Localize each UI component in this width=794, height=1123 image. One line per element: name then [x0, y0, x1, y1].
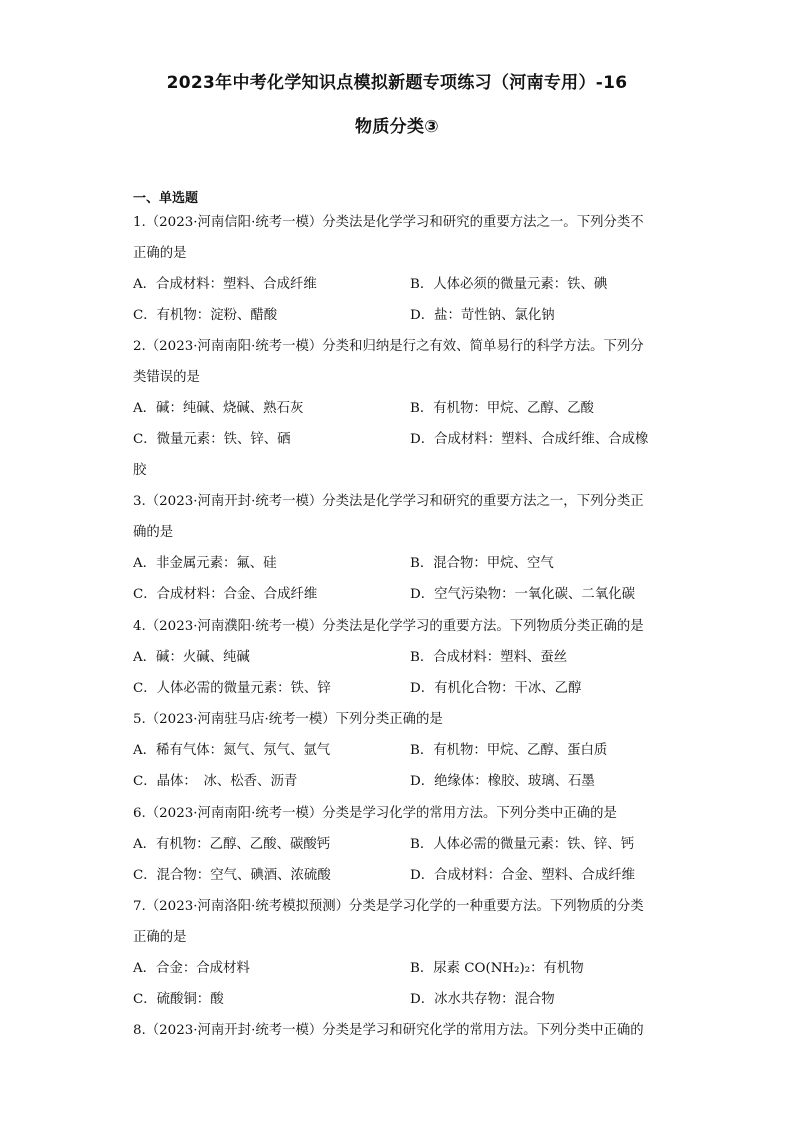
question-4-stem-line1: 4.（2023·河南濮阳·统考一模）分类法是化学学习的重要方法。下列物质分类正确的是	[133, 619, 644, 634]
question-1-option-d: D．盐：苛性钠、氯化钠	[410, 308, 555, 323]
question-1-stem-line2: 正确的是	[133, 246, 187, 261]
question-6-option-a: A．有机物：乙醇、乙酸、碳酸钙	[133, 837, 331, 852]
question-2-option-d: D．合成材料：塑料、合成纤维、合成橡	[410, 432, 649, 447]
question-7-stem-line1: 7.（2023·河南洛阳·统考模拟预测）分类是学习化学的一种重要方法。下列物质的分类	[133, 899, 644, 914]
question-2-stem-line1: 2.（2023·河南南阳·统考一模）分类和归纳是行之有效、简单易行的科学方法。下列分	[133, 339, 644, 354]
question-6-option-b: B．人体必需的微量元素：铁、锌、钙	[410, 837, 635, 852]
question-4-option-b: B．合成材料：塑料、蚕丝	[410, 650, 568, 665]
question-5-option-d: D．绝缘体：橡胶、玻璃、石墨	[410, 774, 595, 789]
question-4-option-d: D．有机化合物：干冰、乙醇	[410, 681, 582, 696]
question-5-option-a: A．稀有气体：氮气、氖气、氩气	[133, 743, 331, 758]
question-7-stem-line2: 正确的是	[133, 930, 187, 945]
question-1-stem-line1: 1.（2023·河南信阳·统考一模）分类法是化学学习和研究的重要方法之一。下列分类不	[133, 215, 644, 230]
question-8-stem-line1: 8.（2023·河南开封·统考一模）分类是学习和研究化学的常用方法。下列分类中正确的	[133, 1023, 644, 1038]
question-2-option-c: C．微量元素：铁、锌、硒	[133, 432, 291, 447]
question-3-option-d: D．空气污染物：一氧化碳、二氧化碳	[410, 587, 635, 602]
section-heading: 一、单选题	[133, 191, 199, 206]
question-2-option-d-wrap: 胶	[133, 463, 147, 478]
question-1-option-b: B．人体必须的微量元素：铁、碘	[410, 277, 608, 292]
question-3-stem-line2: 确的是	[133, 525, 174, 540]
question-1-option-c: C．有机物：淀粉、醋酸	[133, 308, 278, 323]
question-3-option-c: C．合成材料：合金、合成纤维	[133, 587, 318, 602]
question-3-stem-line1: 3.（2023·河南开封·统考一模）分类法是化学学习和研究的重要方法之一，下列分类正	[133, 494, 644, 509]
question-6-option-d: D．合成材料：合金、塑料、合成纤维	[410, 868, 635, 883]
question-7-option-c: C．硫酸铜：酸	[133, 992, 224, 1007]
question-2-option-a: A．碱：纯碱、烧碱、熟石灰	[133, 401, 304, 416]
document-title-line1: 2023年中考化学知识点模拟新题专项练习（河南专用）-16	[166, 73, 628, 93]
question-2-stem-line2: 类错误的是	[133, 370, 200, 385]
document-title-line2: 物质分类③	[355, 117, 439, 137]
question-7-option-a: A．合金：合成材料	[133, 961, 250, 976]
question-7-option-b: B．尿素 CO(NH₂)₂：有机物	[410, 961, 584, 976]
question-1-option-a: A．合成材料：塑料、合成纤维	[133, 277, 317, 292]
question-6-stem-line1: 6.（2023·河南南阳·统考一模）分类是学习化学的常用方法。下列分类中正确的是	[133, 806, 617, 821]
question-5-option-b: B．有机物：甲烷、乙醇、蛋白质	[410, 743, 608, 758]
question-4-option-a: A．碱：火碱、纯碱	[133, 650, 250, 665]
question-6-option-c: C．混合物：空气、碘酒、浓硫酸	[133, 868, 331, 883]
question-7-option-d: D．冰水共存物：混合物	[410, 992, 555, 1007]
question-5-option-c: C．晶体： 冰、松香、沥青	[133, 774, 298, 789]
question-3-option-b: B．混合物：甲烷、空气	[410, 556, 554, 571]
question-5-stem-line1: 5.（2023·河南驻马店·统考一模）下列分类正确的是	[133, 712, 443, 727]
question-4-option-c: C．人体必需的微量元素：铁、锌	[133, 681, 331, 696]
question-3-option-a: A．非金属元素：氟、硅	[133, 556, 277, 571]
question-2-option-b: B．有机物：甲烷、乙醇、乙酸	[410, 401, 594, 416]
